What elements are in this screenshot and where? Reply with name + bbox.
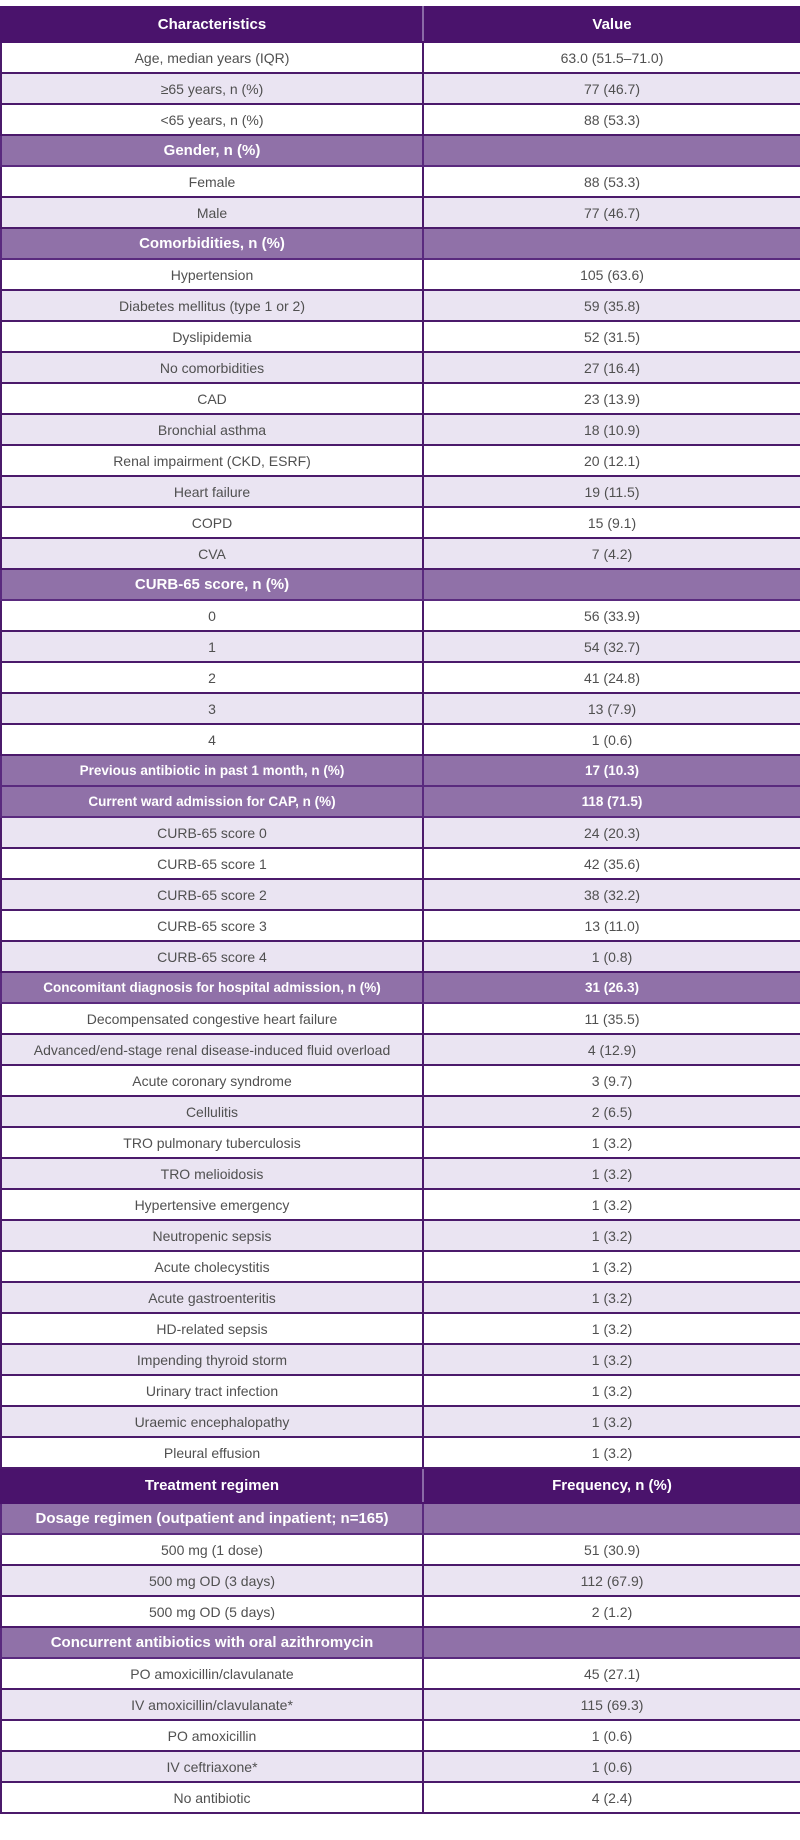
table-row [1, 1344, 800, 1375]
row-label: Uraemic encephalopathy [1, 1406, 423, 1437]
table-row [1, 662, 800, 693]
characteristics-table [0, 6, 800, 1814]
column-header-characteristics: Characteristics [1, 7, 423, 42]
row-value: 54 (32.7) [423, 631, 800, 662]
row-value: 1 (3.2) [423, 1282, 800, 1313]
row-value: 1 (3.2) [423, 1220, 800, 1251]
row-value: 24 (20.3) [423, 817, 800, 848]
table-row [1, 879, 800, 910]
section-header-row [1, 755, 800, 786]
column-header-frequency: Frequency, n (%) [423, 1468, 800, 1503]
table-row [1, 1689, 800, 1720]
row-value: 1 (0.6) [423, 1751, 800, 1782]
row-label: No antibiotic [1, 1782, 423, 1813]
section-header-row [1, 228, 800, 259]
row-label: CURB-65 score 3 [1, 910, 423, 941]
section-header-row [1, 786, 800, 817]
row-value: 45 (27.1) [423, 1658, 800, 1689]
row-label: ≥65 years, n (%) [1, 73, 423, 104]
row-value: 4 (12.9) [423, 1034, 800, 1065]
table-row [1, 1127, 800, 1158]
row-label: CURB-65 score 1 [1, 848, 423, 879]
table-row [1, 600, 800, 631]
row-label: Female [1, 166, 423, 197]
row-value: 1 (3.2) [423, 1158, 800, 1189]
row-value: 4 (2.4) [423, 1782, 800, 1813]
row-value: 88 (53.3) [423, 166, 800, 197]
table-row [1, 631, 800, 662]
section-header-row [1, 1503, 800, 1534]
row-label: Dyslipidemia [1, 321, 423, 352]
row-label: PO amoxicillin [1, 1720, 423, 1751]
table-row [1, 693, 800, 724]
table-row [1, 538, 800, 569]
table-row [1, 259, 800, 290]
row-value: 15 (9.1) [423, 507, 800, 538]
row-value: 51 (30.9) [423, 1534, 800, 1565]
row-label: Acute cholecystitis [1, 1251, 423, 1282]
row-value: 19 (11.5) [423, 476, 800, 507]
row-label: No comorbidities [1, 352, 423, 383]
table-row [1, 383, 800, 414]
row-value: 77 (46.7) [423, 73, 800, 104]
row-label: 500 mg OD (5 days) [1, 1596, 423, 1627]
table-row [1, 476, 800, 507]
table-row [1, 1096, 800, 1127]
row-label: IV amoxicillin/clavulanate* [1, 1689, 423, 1720]
row-value: 52 (31.5) [423, 321, 800, 352]
section-value: 31 (26.3) [423, 972, 800, 1003]
row-value: 1 (0.6) [423, 724, 800, 755]
row-value: 1 (3.2) [423, 1344, 800, 1375]
row-value: 105 (63.6) [423, 259, 800, 290]
table-row [1, 1751, 800, 1782]
table-row [1, 1282, 800, 1313]
row-label: COPD [1, 507, 423, 538]
treatment-header-body [1, 1468, 800, 1503]
row-value: 63.0 (51.5–71.0) [423, 42, 800, 73]
row-label: 1 [1, 631, 423, 662]
table-row [1, 1065, 800, 1096]
row-value: 7 (4.2) [423, 538, 800, 569]
row-value: 1 (3.2) [423, 1251, 800, 1282]
row-value: 1 (3.2) [423, 1189, 800, 1220]
section-header-row [1, 569, 800, 600]
row-label: Diabetes mellitus (type 1 or 2) [1, 290, 423, 321]
table-row [1, 104, 800, 135]
column-header-treatment-regimen: Treatment regimen [1, 1468, 423, 1503]
row-label: CURB-65 score 2 [1, 879, 423, 910]
row-value: 13 (7.9) [423, 693, 800, 724]
table-row [1, 1220, 800, 1251]
row-label: CURB-65 score 4 [1, 941, 423, 972]
row-label: Acute gastroenteritis [1, 1282, 423, 1313]
table-row [1, 1437, 800, 1468]
table-row [1, 197, 800, 228]
section-label: Concomitant diagnosis for hospital admission, n (%) [1, 972, 423, 1003]
row-value: 56 (33.9) [423, 600, 800, 631]
section-label: Dosage regimen (outpatient and inpatient; n=165) [1, 1503, 423, 1534]
row-value: 3 (9.7) [423, 1065, 800, 1096]
row-label: Age, median years (IQR) [1, 42, 423, 73]
row-label: 2 [1, 662, 423, 693]
row-value: 11 (35.5) [423, 1003, 800, 1034]
row-label: 0 [1, 600, 423, 631]
table-row [1, 507, 800, 538]
row-label: Urinary tract infection [1, 1375, 423, 1406]
section-label: CURB-65 score, n (%) [1, 569, 423, 600]
row-label: CVA [1, 538, 423, 569]
row-label: Heart failure [1, 476, 423, 507]
section-label: Current ward admission for CAP, n (%) [1, 786, 423, 817]
row-value: 13 (11.0) [423, 910, 800, 941]
characteristics-body [1, 42, 800, 1468]
row-value: 27 (16.4) [423, 352, 800, 383]
table-row [1, 1720, 800, 1751]
section-value [423, 1503, 800, 1534]
section-header-row [1, 972, 800, 1003]
section-value [423, 135, 800, 166]
table-row [1, 1596, 800, 1627]
table-row [1, 817, 800, 848]
row-label: Decompensated congestive heart failure [1, 1003, 423, 1034]
table-row [1, 1534, 800, 1565]
row-label: Hypertension [1, 259, 423, 290]
table-row [1, 1565, 800, 1596]
table-row [1, 1782, 800, 1813]
row-label: 4 [1, 724, 423, 755]
row-value: 23 (13.9) [423, 383, 800, 414]
table-row [1, 166, 800, 197]
table-row [1, 42, 800, 73]
row-label: CURB-65 score 0 [1, 817, 423, 848]
row-label: HD-related sepsis [1, 1313, 423, 1344]
row-label: Impending thyroid storm [1, 1344, 423, 1375]
row-value: 1 (3.2) [423, 1375, 800, 1406]
row-value: 2 (6.5) [423, 1096, 800, 1127]
row-label: Renal impairment (CKD, ESRF) [1, 445, 423, 476]
row-label: IV ceftriaxone* [1, 1751, 423, 1782]
table-row [1, 290, 800, 321]
row-value: 18 (10.9) [423, 414, 800, 445]
section-label: Gender, n (%) [1, 135, 423, 166]
row-label: Hypertensive emergency [1, 1189, 423, 1220]
section-value: 118 (71.5) [423, 786, 800, 817]
row-label: Advanced/end-stage renal disease-induced fluid overload [1, 1034, 423, 1065]
table-row [1, 1406, 800, 1437]
row-label: 3 [1, 693, 423, 724]
row-value: 38 (32.2) [423, 879, 800, 910]
table-row [1, 1003, 800, 1034]
section-value [423, 569, 800, 600]
row-value: 59 (35.8) [423, 290, 800, 321]
column-header-value: Value [423, 7, 800, 42]
section-value [423, 228, 800, 259]
row-label: PO amoxicillin/clavulanate [1, 1658, 423, 1689]
row-value: 1 (3.2) [423, 1313, 800, 1344]
row-label: TRO melioidosis [1, 1158, 423, 1189]
row-label: TRO pulmonary tuberculosis [1, 1127, 423, 1158]
row-label: Pleural effusion [1, 1437, 423, 1468]
section-label: Concurrent antibiotics with oral azithromycin [1, 1627, 423, 1658]
row-label: <65 years, n (%) [1, 104, 423, 135]
section-header-row [1, 135, 800, 166]
row-value: 2 (1.2) [423, 1596, 800, 1627]
row-value: 20 (12.1) [423, 445, 800, 476]
table-header-row [1, 7, 800, 42]
row-value: 1 (0.6) [423, 1720, 800, 1751]
table-row [1, 724, 800, 755]
table-row [1, 445, 800, 476]
table-row [1, 1313, 800, 1344]
table-row [1, 848, 800, 879]
row-label: 500 mg (1 dose) [1, 1534, 423, 1565]
row-value: 42 (35.6) [423, 848, 800, 879]
table-row [1, 1189, 800, 1220]
row-value: 1 (3.2) [423, 1127, 800, 1158]
table-row [1, 1658, 800, 1689]
row-label: CAD [1, 383, 423, 414]
table-row [1, 414, 800, 445]
table-row [1, 910, 800, 941]
table-row [1, 321, 800, 352]
section-value [423, 1627, 800, 1658]
row-value: 1 (3.2) [423, 1406, 800, 1437]
row-value: 112 (67.9) [423, 1565, 800, 1596]
section-label: Comorbidities, n (%) [1, 228, 423, 259]
row-value: 1 (0.8) [423, 941, 800, 972]
table-header-row [1, 1468, 800, 1503]
table-row [1, 1375, 800, 1406]
row-label: Neutropenic sepsis [1, 1220, 423, 1251]
row-value: 115 (69.3) [423, 1689, 800, 1720]
table-row [1, 1251, 800, 1282]
table-row [1, 352, 800, 383]
section-header-row [1, 1627, 800, 1658]
row-value: 41 (24.8) [423, 662, 800, 693]
table-row [1, 941, 800, 972]
section-label: Previous antibiotic in past 1 month, n (%) [1, 755, 423, 786]
row-label: Bronchial asthma [1, 414, 423, 445]
row-label: Acute coronary syndrome [1, 1065, 423, 1096]
row-label: 500 mg OD (3 days) [1, 1565, 423, 1596]
row-label: Cellulitis [1, 1096, 423, 1127]
row-value: 1 (3.2) [423, 1437, 800, 1468]
table-row [1, 73, 800, 104]
section-value: 17 (10.3) [423, 755, 800, 786]
row-value: 88 (53.3) [423, 104, 800, 135]
table-row [1, 1034, 800, 1065]
row-label: Male [1, 197, 423, 228]
treatment-body [1, 1503, 800, 1813]
row-value: 77 (46.7) [423, 197, 800, 228]
table-row [1, 1158, 800, 1189]
